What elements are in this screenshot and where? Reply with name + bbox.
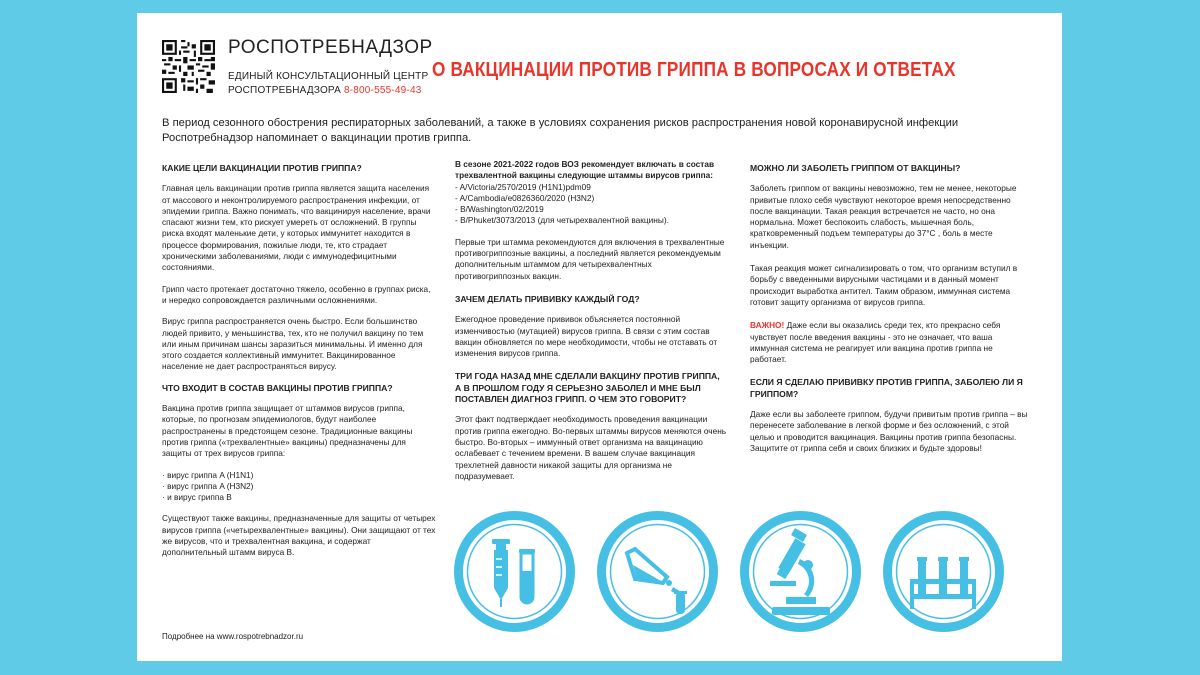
important-note (750, 320, 1030, 365)
paragraph: Грипп часто протекает достаточно тяжело, особенно в группах риска, и нередко сопровождается различными осложнениями. (162, 283, 431, 305)
poster (137, 13, 1062, 661)
list-item: - A/Cambodia/e0826360/2020 (H3N2) (455, 192, 595, 203)
column-1 (162, 163, 437, 569)
strains-heading: В сезоне 2021-2022 годов ВОЗ рекомендует включать в состав трехвалентной вакцины следующие штаммы вирусов гриппа: (455, 159, 715, 181)
important-label: ВАЖНО! (750, 320, 785, 331)
paragraph: Даже если вы заболеете гриппом, будучи привитым против гриппа – вы перенесете заболевание в легкой форме и без осложнений, с этой целью и проводится вакцинация. Вакцины против гриппа безопасны. Защитите от гриппа себя и своих близких и будьте здоровы! (750, 409, 1028, 453)
column-2 (455, 159, 728, 492)
paragraph: Вирус гриппа распространяется очень быстро. Если большинство людей привито, у меньшинства, тех, кто не получил вакцину по тем или иным причинам шансы заразиться минимальны. И именно для этого создается коллективный иммунитет. Вакцинированное население не дает распространяться вирусу. (162, 316, 424, 372)
microscope-icon (738, 509, 863, 634)
question-heading: ТРИ ГОДА НАЗАД МНЕ СДЕЛАЛИ ВАКЦИНУ ПРОТИВ ГРИППА, А В ПРОШЛОМ ГОДУ Я СЕРЬЕЗНО ЗАБОЛЕЛ И МНЕ БЫЛ ПОСТАВЛЕН ДИАГНОЗ ГРИПП. О ЧЕМ ЭТО ГОВОРИТ? (455, 371, 720, 405)
list-item: · и вирус гриппа B (162, 492, 232, 503)
question-heading: ЗАЧЕМ ДЕЛАТЬ ПРИВИВКУ КАЖДЫЙ ГОД? (455, 293, 640, 304)
test-tube-rack-icon (881, 509, 1006, 634)
question-heading: ЧТО ВХОДИТ В СОСТАВ ВАКЦИНЫ ПРОТИВ ГРИППА? (162, 382, 393, 393)
list-item: · вирус гриппа A (H1N1) (162, 469, 254, 480)
pipette-tube-icon (452, 509, 577, 634)
paragraph: Этот факт подтверждает необходимость проведения вакцинации против гриппа ежегодно. Во-первых штаммы вирусов меняются очень быстро. Во-вторых – иммунный ответ организма на вакцинацию ослабевает с течением времени. В вашем случае вакцинация трехлетней давности никакой защиты для организма не подразумевает. (455, 414, 727, 481)
list-item: - A/Victoria/2570/2019 (H1N1)pdm09 (455, 181, 591, 192)
column-3 (750, 163, 1030, 464)
question-heading: КАКИЕ ЦЕЛИ ВАКЦИНАЦИИ ПРОТИВ ГРИППА? (162, 163, 362, 173)
paragraph: Вакцина против гриппа защищает от штаммов вирусов гриппа, которые, по прогнозам эпидемиологов, будут наиболее распространены в предстоящем сезоне. Традиционные вакцины против гриппа («трехвалентные» вакцины) предназначены для защиты от трех вирусов гриппа: (162, 403, 413, 459)
paragraph: Главная цель вакцинации против гриппа является защита населения от массового и неконтролируемого распространения инфекции, от эпидемии гриппа. Важно понимать, что вакцинируя население, врачи спасают жизни тем, кто рискует умереть от осложнений. В группы риска входят маленькие дети, у которых иммунитет находится в процессе формирования, пожилые люди, те, кто страдает хроническими заболеваниями, люди с иммунодефицитными состояниями. (162, 183, 431, 273)
consult-center-line1: ЕДИНЫЙ КОНСУЛЬТАЦИОННЫЙ ЦЕНТР (228, 71, 429, 82)
paragraph: Заболеть гриппом от вакцины невозможно, тем не менее, некоторые привитые плохо себя чувствуют некоторое время непосредственно после вакцинации. Такая реакция встречается не часто, но она нормальна. Может беспокоить слабость, мышечная боль, кратковременный подъем температуры до 37°C , боль в месте инъекции. (750, 183, 1017, 250)
flask-pour-icon (595, 509, 720, 634)
org-name: РОСПОТРЕБНАДЗОР (228, 37, 433, 58)
list-item: - B/Phuket/3073/2013 (для четырехвалентной вакцины). (455, 215, 669, 226)
paragraph: Ежегодное проведение прививок объясняется постоянной изменчивостью (мутацией) вирусов гриппа. В связи с этим состав вакцин обновляется по мере необходимости, чтобы не отставать от изменения вирусов гриппа. (455, 314, 718, 359)
important-text: Даже если вы оказались среди тех, кто прекрасно себя чувствует после введения вакцины - это не означает, что ваша иммунная система не реагирует или вакцина против гриппа не работает. (750, 320, 1001, 365)
strain-list (455, 182, 728, 227)
consult-center (228, 70, 428, 98)
paragraph: Такая реакция может сигнализировать о том, что организм вступил в борьбу с введенными вирусными частицами и в данный момент происходит выработка антител. Таким образом, иммунная система готовит защиту организма от вирусов гриппа. (750, 263, 1018, 307)
intro-text: В период сезонного обострения респираторных заболеваний, а также в условиях сохранения рисков распространения новой коронавирусной инфекции Роспотребнадзор напоминает о вакцинации против гриппа. (162, 117, 959, 144)
virus-list (162, 470, 437, 504)
footer-link[interactable]: Подробнее на www.rospotrebnadzor.ru (162, 632, 304, 641)
page-title: О ВАКЦИНАЦИИ ПРОТИВ ГРИППА В ВОПРОСАХ И ОТВЕТАХ (432, 59, 956, 81)
question-heading: ЕСЛИ Я СДЕЛАЮ ПРИВИВКУ ПРОТИВ ГРИППА, ЗАБОЛЕЮ ЛИ Я ГРИППОМ? (750, 377, 1023, 399)
list-item: - B/Washington/02/2019 (455, 204, 544, 215)
hotline-phone[interactable]: 8-800-555-49-43 (343, 85, 422, 96)
question-heading: МОЖНО ЛИ ЗАБОЛЕТЬ ГРИППОМ ОТ ВАКЦИНЫ? (750, 163, 961, 173)
consult-center-line2: РОСПОТРЕБНАДЗОРА (228, 85, 341, 96)
paragraph: Первые три штамма рекомендуются для включения в трехвалентные противогриппозные вакцины, а последний является рекомендуемым дополнительным штаммом для четырехвалентных противогриппозных вакцин. (455, 236, 725, 281)
list-item: · вирус гриппа A (H3N2) (162, 480, 254, 491)
paragraph: Существуют также вакцины, предназначенные для защиты от четырех вирусов гриппа («четырехвалентные» вакцины). Они защищают от тех же вирусов, что и трехвалентная вакцина, и содержат дополнительный штамм вируса B. (162, 513, 436, 558)
qr-code-icon (162, 40, 215, 93)
